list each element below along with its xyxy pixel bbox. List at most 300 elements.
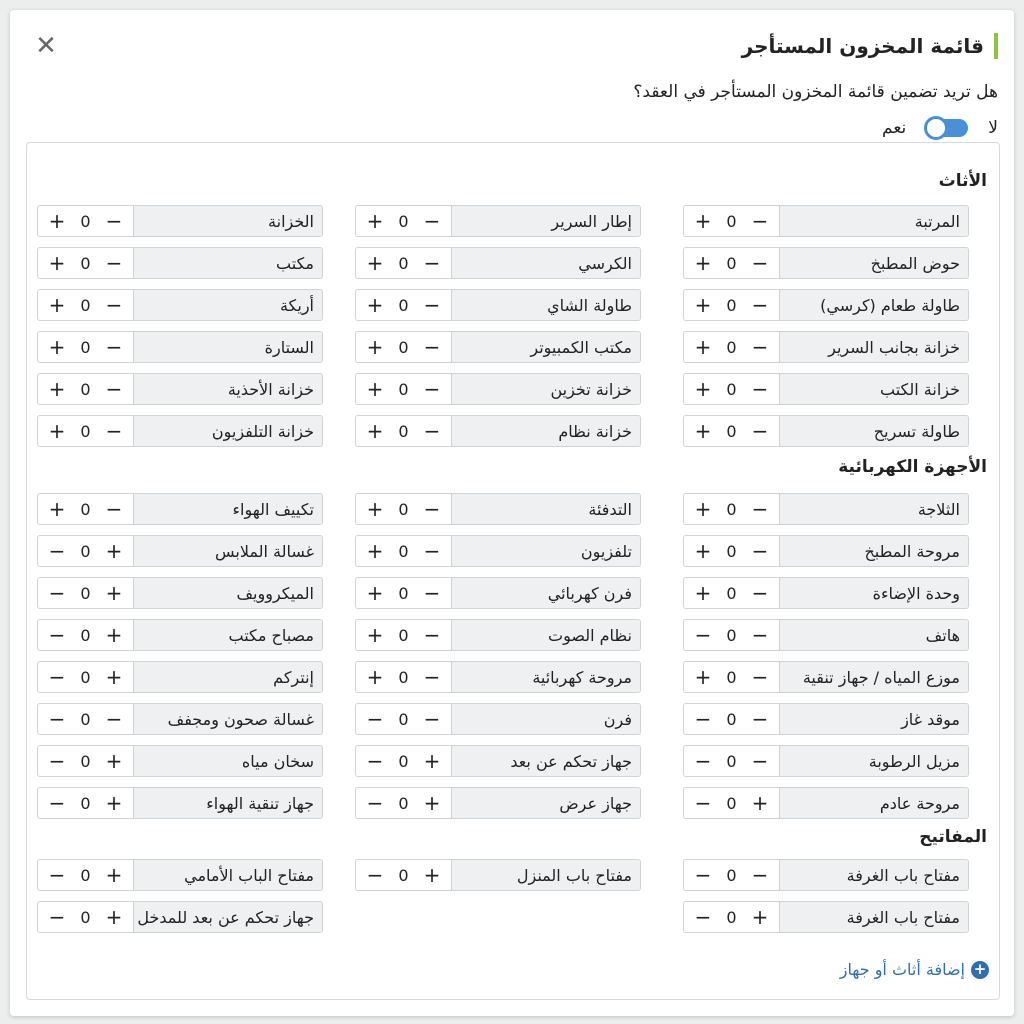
stepper-button[interactable]: − (105, 335, 123, 359)
quantity-value: 0 (726, 907, 737, 927)
quantity-value: 0 (726, 379, 737, 399)
stepper-button[interactable]: − (751, 335, 769, 359)
stepper-button[interactable]: − (423, 293, 441, 317)
quantity-value: 0 (80, 295, 91, 315)
inventory-item (683, 331, 969, 363)
stepper-button[interactable]: − (751, 293, 769, 317)
stepper-button[interactable]: + (48, 377, 66, 401)
item-label: الثلاجة (779, 494, 968, 524)
add-item-label: إضافة أثاث أو جهاز (839, 960, 965, 979)
inventory-item (683, 859, 969, 891)
quantity-value: 0 (726, 499, 737, 519)
stepper-button[interactable]: − (48, 539, 66, 563)
quantity-value: 0 (398, 709, 409, 729)
quantity-stepper (356, 416, 451, 446)
item-label: خزانة نظام (451, 416, 640, 446)
stepper-button[interactable]: − (48, 905, 66, 929)
include-question: هل تريد تضمين قائمة المخزون المستأجر في العقد؟ (633, 82, 998, 102)
inventory-item (355, 205, 641, 237)
inventory-dialog (10, 10, 1014, 1016)
stepper-button[interactable]: + (423, 749, 441, 773)
stepper-button[interactable]: − (48, 665, 66, 689)
quantity-value: 0 (80, 907, 91, 927)
inventory-item (355, 289, 641, 321)
quantity-value: 0 (398, 379, 409, 399)
stepper-button[interactable]: − (751, 749, 769, 773)
stepper-button[interactable]: − (105, 209, 123, 233)
stepper-button[interactable]: + (694, 335, 712, 359)
stepper-button[interactable]: − (105, 419, 123, 443)
stepper-button[interactable]: − (423, 581, 441, 605)
quantity-value: 0 (80, 751, 91, 771)
inventory-item (37, 247, 323, 279)
stepper-button[interactable]: − (366, 749, 384, 773)
stepper-button[interactable]: + (366, 497, 384, 521)
quantity-stepper (38, 578, 133, 608)
stepper-button[interactable]: − (423, 539, 441, 563)
stepper-button[interactable]: − (694, 707, 712, 731)
inventory-item (37, 373, 323, 405)
quantity-value: 0 (398, 421, 409, 441)
stepper-button[interactable]: − (751, 497, 769, 521)
inventory-item (37, 289, 323, 321)
inventory-item (355, 373, 641, 405)
quantity-value: 0 (80, 625, 91, 645)
inventory-item (683, 577, 969, 609)
inventory-item (355, 859, 641, 891)
item-label: غسالة صحون ومجفف (133, 704, 322, 734)
add-item-link[interactable] (840, 960, 989, 979)
item-label: فرن كهربائي (451, 578, 640, 608)
quantity-stepper (38, 902, 133, 932)
quantity-value: 0 (398, 667, 409, 687)
stepper-button[interactable]: + (694, 665, 712, 689)
item-label: خزانة التلفزيون (133, 416, 322, 446)
inventory-item (355, 247, 641, 279)
quantity-stepper (356, 374, 451, 404)
stepper-button[interactable]: − (48, 623, 66, 647)
stepper-button[interactable]: + (423, 791, 441, 815)
quantity-value: 0 (80, 667, 91, 687)
stepper-button[interactable]: + (694, 209, 712, 233)
stepper-button[interactable]: − (423, 665, 441, 689)
section-title: الأجهزة الكهربائية (838, 457, 987, 477)
quantity-value: 0 (80, 253, 91, 273)
quantity-stepper (684, 860, 779, 890)
inventory-item (355, 787, 641, 819)
quantity-stepper (38, 290, 133, 320)
section-title: المفاتيح (919, 827, 987, 847)
quantity-stepper (38, 662, 133, 692)
stepper-button[interactable]: − (423, 623, 441, 647)
item-label: جهاز عرض (451, 788, 640, 818)
stepper-button[interactable]: + (366, 539, 384, 563)
item-label: خزانة تخزين (451, 374, 640, 404)
stepper-button[interactable]: − (48, 707, 66, 731)
stepper-button[interactable]: − (105, 293, 123, 317)
stepper-button[interactable]: + (105, 863, 123, 887)
stepper-button[interactable]: + (366, 251, 384, 275)
quantity-value: 0 (726, 625, 737, 645)
inventory-item (37, 205, 323, 237)
stepper-button[interactable]: + (751, 905, 769, 929)
item-label: تكييف الهواء (133, 494, 322, 524)
dialog-header (742, 28, 998, 64)
quantity-stepper (684, 494, 779, 524)
quantity-stepper (356, 536, 451, 566)
quantity-value: 0 (398, 253, 409, 273)
inventory-item (683, 247, 969, 279)
quantity-value: 0 (726, 541, 737, 561)
item-label: مروحة المطبخ (779, 536, 968, 566)
item-label: مكتب الكمبيوتر (451, 332, 640, 362)
quantity-stepper (356, 860, 451, 890)
stepper-button[interactable]: − (694, 905, 712, 929)
inventory-item (355, 745, 641, 777)
stepper-button[interactable]: − (366, 707, 384, 731)
stepper-button[interactable]: + (366, 335, 384, 359)
stepper-button[interactable]: + (105, 791, 123, 815)
stepper-button[interactable]: + (694, 539, 712, 563)
quantity-value: 0 (726, 865, 737, 885)
quantity-value: 0 (398, 625, 409, 645)
quantity-stepper (38, 620, 133, 650)
item-label: إنتركم (133, 662, 322, 692)
quantity-stepper (38, 746, 133, 776)
item-label: مكتب (133, 248, 322, 278)
quantity-value: 0 (80, 379, 91, 399)
quantity-value: 0 (726, 295, 737, 315)
stepper-button[interactable]: + (694, 251, 712, 275)
stepper-button[interactable]: − (751, 623, 769, 647)
item-label: طاولة تسريح (779, 416, 968, 446)
stepper-button[interactable]: − (751, 251, 769, 275)
quantity-stepper (684, 374, 779, 404)
quantity-value: 0 (726, 211, 737, 231)
item-label: حوض المطبخ (779, 248, 968, 278)
inventory-item (37, 901, 323, 933)
include-toggle-row (882, 114, 998, 142)
quantity-value: 0 (80, 865, 91, 885)
close-icon[interactable]: ✕ (35, 31, 57, 61)
inventory-item (683, 745, 969, 777)
item-label: طاولة الشاي (451, 290, 640, 320)
stepper-button[interactable]: + (694, 293, 712, 317)
stepper-button[interactable]: − (423, 335, 441, 359)
quantity-stepper (38, 788, 133, 818)
item-label: إطار السرير (451, 206, 640, 236)
item-label: مروحة كهربائية (451, 662, 640, 692)
inventory-item (37, 745, 323, 777)
item-label: مروحة عادم (779, 788, 968, 818)
quantity-stepper (684, 704, 779, 734)
item-label: الستارة (133, 332, 322, 362)
quantity-stepper (356, 746, 451, 776)
quantity-value: 0 (398, 793, 409, 813)
stepper-button[interactable]: + (694, 497, 712, 521)
stepper-button[interactable]: − (423, 707, 441, 731)
inventory-item (683, 205, 969, 237)
stepper-button[interactable]: − (48, 863, 66, 887)
item-label: موقد غاز (779, 704, 968, 734)
item-label: غسالة الملابس (133, 536, 322, 566)
quantity-stepper (38, 206, 133, 236)
stepper-button[interactable]: − (694, 623, 712, 647)
inventory-item (355, 493, 641, 525)
inventory-item (683, 787, 969, 819)
quantity-stepper (684, 536, 779, 566)
stepper-button[interactable]: + (366, 293, 384, 317)
quantity-value: 0 (80, 583, 91, 603)
item-label: التدفئة (451, 494, 640, 524)
quantity-stepper (684, 416, 779, 446)
item-label: فرن (451, 704, 640, 734)
quantity-stepper (684, 206, 779, 236)
item-label: وحدة الإضاءة (779, 578, 968, 608)
quantity-value: 0 (80, 709, 91, 729)
stepper-button[interactable]: − (423, 377, 441, 401)
inventory-item (355, 535, 641, 567)
quantity-stepper (38, 248, 133, 278)
inventory-item (37, 859, 323, 891)
stepper-button[interactable]: − (751, 377, 769, 401)
item-label: موزع المياه / جهاز تنقية (779, 662, 968, 692)
quantity-stepper (684, 578, 779, 608)
stepper-button[interactable]: − (694, 749, 712, 773)
item-label: مصباح مكتب (133, 620, 322, 650)
inventory-item (355, 415, 641, 447)
quantity-value: 0 (80, 541, 91, 561)
quantity-value: 0 (726, 421, 737, 441)
quantity-stepper (356, 620, 451, 650)
inventory-item (683, 415, 969, 447)
stepper-button[interactable]: − (751, 209, 769, 233)
item-label: خزانة الكتب (779, 374, 968, 404)
stepper-button[interactable]: − (694, 791, 712, 815)
quantity-stepper (356, 788, 451, 818)
inventory-item (37, 703, 323, 735)
quantity-stepper (684, 746, 779, 776)
inventory-panel (26, 142, 1000, 1000)
quantity-stepper (356, 578, 451, 608)
stepper-button[interactable]: + (48, 293, 66, 317)
dialog-title: قائمة المخزون المستأجر (741, 34, 984, 58)
stepper-button[interactable]: − (105, 707, 123, 731)
stepper-button[interactable]: − (751, 665, 769, 689)
stepper-button[interactable]: + (105, 905, 123, 929)
quantity-stepper (356, 332, 451, 362)
include-toggle[interactable] (926, 119, 968, 137)
stepper-button[interactable]: − (48, 749, 66, 773)
stepper-button[interactable]: − (423, 497, 441, 521)
quantity-value: 0 (726, 253, 737, 273)
quantity-value: 0 (398, 211, 409, 231)
quantity-stepper (38, 536, 133, 566)
stepper-button[interactable]: + (694, 377, 712, 401)
stepper-button[interactable]: + (366, 581, 384, 605)
quantity-stepper (684, 620, 779, 650)
title-accent-bar (994, 33, 998, 59)
quantity-value: 0 (398, 337, 409, 357)
item-label: الميكروويف (133, 578, 322, 608)
item-label: جهاز تحكم عن بعد للمدخل (133, 902, 322, 932)
stepper-button[interactable]: − (751, 539, 769, 563)
item-label: تلفزيون (451, 536, 640, 566)
stepper-button[interactable]: − (694, 863, 712, 887)
inventory-item (355, 703, 641, 735)
quantity-stepper (684, 332, 779, 362)
quantity-stepper (684, 248, 779, 278)
inventory-item (355, 577, 641, 609)
item-label: خزانة بجانب السرير (779, 332, 968, 362)
inventory-item (37, 661, 323, 693)
inventory-item (355, 619, 641, 651)
stepper-button[interactable]: + (105, 539, 123, 563)
quantity-stepper (38, 374, 133, 404)
quantity-stepper (38, 704, 133, 734)
quantity-stepper (38, 332, 133, 362)
inventory-item (37, 619, 323, 651)
quantity-stepper (356, 494, 451, 524)
item-label: مزيل الرطوبة (779, 746, 968, 776)
stepper-button[interactable]: − (366, 863, 384, 887)
stepper-button[interactable]: − (105, 377, 123, 401)
quantity-value: 0 (398, 751, 409, 771)
stepper-button[interactable]: + (366, 377, 384, 401)
item-label: هاتف (779, 620, 968, 650)
inventory-item (37, 331, 323, 363)
quantity-stepper (684, 902, 779, 932)
inventory-item (683, 493, 969, 525)
inventory-item (683, 703, 969, 735)
quantity-stepper (38, 416, 133, 446)
toggle-no-label[interactable]: لا (988, 118, 998, 138)
stepper-button[interactable]: − (751, 707, 769, 731)
inventory-item (37, 577, 323, 609)
quantity-stepper (356, 662, 451, 692)
stepper-button[interactable]: + (366, 665, 384, 689)
quantity-value: 0 (80, 337, 91, 357)
stepper-button[interactable]: + (366, 419, 384, 443)
quantity-stepper (684, 788, 779, 818)
inventory-item (683, 619, 969, 651)
quantity-value: 0 (726, 667, 737, 687)
item-label: خزانة الأحذية (133, 374, 322, 404)
section-title: الأثاث (938, 171, 987, 191)
quantity-stepper (38, 860, 133, 890)
quantity-value: 0 (398, 583, 409, 603)
inventory-item (355, 661, 641, 693)
quantity-value: 0 (80, 211, 91, 231)
quantity-value: 0 (726, 337, 737, 357)
quantity-value: 0 (726, 709, 737, 729)
toggle-yes-label[interactable]: نعم (882, 118, 907, 138)
item-label: نظام الصوت (451, 620, 640, 650)
inventory-item (683, 289, 969, 321)
stepper-button[interactable]: − (48, 791, 66, 815)
quantity-stepper (356, 248, 451, 278)
quantity-value: 0 (726, 751, 737, 771)
quantity-value: 0 (398, 499, 409, 519)
quantity-stepper (684, 662, 779, 692)
item-label: طاولة طعام (كرسي) (779, 290, 968, 320)
inventory-item (683, 373, 969, 405)
stepper-button[interactable]: − (423, 419, 441, 443)
inventory-item (683, 901, 969, 933)
stepper-button[interactable]: + (48, 335, 66, 359)
quantity-stepper (356, 704, 451, 734)
item-label: مفتاح باب الغرفة (779, 902, 968, 932)
stepper-button[interactable]: − (751, 581, 769, 605)
item-label: جهاز تحكم عن بعد (451, 746, 640, 776)
stepper-button[interactable]: + (48, 497, 66, 521)
quantity-value: 0 (398, 541, 409, 561)
stepper-button[interactable]: − (105, 497, 123, 521)
quantity-value: 0 (80, 499, 91, 519)
quantity-value: 0 (726, 793, 737, 813)
stepper-button[interactable]: − (423, 209, 441, 233)
stepper-button[interactable]: + (48, 209, 66, 233)
stepper-button[interactable]: + (366, 209, 384, 233)
stepper-button[interactable]: + (694, 581, 712, 605)
item-label: أريكة (133, 290, 322, 320)
quantity-value: 0 (398, 865, 409, 885)
toggle-knob (924, 116, 948, 140)
quantity-stepper (356, 290, 451, 320)
inventory-item (683, 661, 969, 693)
stepper-button[interactable]: + (366, 623, 384, 647)
quantity-stepper (684, 290, 779, 320)
stepper-button[interactable]: − (751, 419, 769, 443)
inventory-item (37, 787, 323, 819)
quantity-value: 0 (80, 421, 91, 441)
quantity-value: 0 (398, 295, 409, 315)
quantity-value: 0 (80, 793, 91, 813)
stepper-button[interactable]: + (105, 665, 123, 689)
stepper-button[interactable]: − (423, 251, 441, 275)
item-label: الخزانة (133, 206, 322, 236)
stepper-button[interactable]: + (48, 419, 66, 443)
item-label: مفتاح باب الغرفة (779, 860, 968, 890)
quantity-stepper (38, 494, 133, 524)
stepper-button[interactable]: + (105, 749, 123, 773)
stepper-button[interactable]: − (366, 791, 384, 815)
item-label: جهاز تنقية الهواء (133, 788, 322, 818)
stepper-button[interactable]: + (105, 581, 123, 605)
inventory-item (37, 493, 323, 525)
quantity-stepper (356, 206, 451, 236)
inventory-item (683, 535, 969, 567)
item-label: مفتاح باب المنزل (451, 860, 640, 890)
stepper-button[interactable]: + (751, 791, 769, 815)
stepper-button[interactable]: − (751, 863, 769, 887)
item-label: الكرسي (451, 248, 640, 278)
stepper-button[interactable]: + (694, 419, 712, 443)
stepper-button[interactable]: + (423, 863, 441, 887)
stepper-button[interactable]: + (48, 251, 66, 275)
quantity-value: 0 (726, 583, 737, 603)
item-label: سخان مياه (133, 746, 322, 776)
inventory-item (355, 331, 641, 363)
item-label: مفتاح الباب الأمامي (133, 860, 322, 890)
stepper-button[interactable]: + (105, 623, 123, 647)
stepper-button[interactable]: − (48, 581, 66, 605)
plus-circle-icon: + (971, 961, 989, 979)
inventory-item (37, 415, 323, 447)
item-label: المرتبة (779, 206, 968, 236)
stepper-button[interactable]: − (105, 251, 123, 275)
inventory-item (37, 535, 323, 567)
